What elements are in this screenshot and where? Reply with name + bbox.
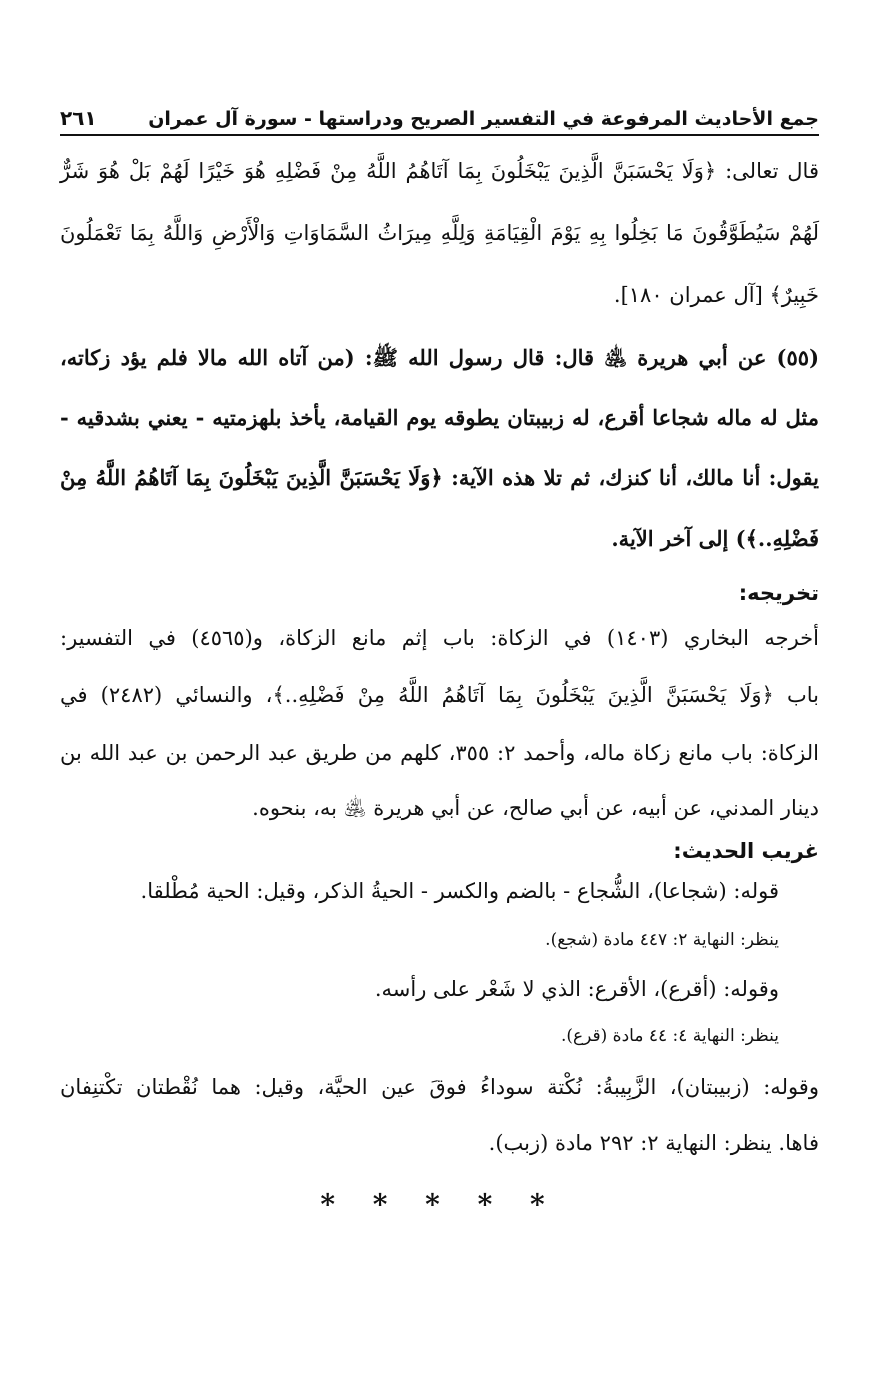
hadith-line-1: (٥٥) عن أبي هريرة ﵁ قال: قال رسول الله ﷺ: (من آتاه الله مالا فلم يؤد زكاته، xyxy=(60,345,819,370)
verse-line-1: قال تعالى: ﴿وَلَا يَحْسَبَنَّ الَّذِينَ يَبْخَلُونَ بِمَا آتَاهُمُ اللَّهُ مِنْ فَضْلِهِ هُوَ خَيْرًا لَهُمْ بَلْ هُوَ شَرٌّ xyxy=(60,159,819,183)
book-title: جمع الأحاديث المرفوعة في التفسير الصريح ودراستها - سورة آل عمران xyxy=(148,108,819,130)
verse-line-3: خَبِيرٌ﴾ [آل عمران ١٨٠]. xyxy=(613,283,819,307)
takhrij-line-3: الزكاة: باب مانع زكاة ماله، وأحمد ٢: ٣٥٥، كلهم من طريق عبد الرحمن بن عبد الله بن xyxy=(60,741,819,765)
hadith-line-2: مثل له ماله شجاعا أقرع، له زبيبتان يطوقه يوم القيامة، يأخذ بلهزمتيه - يعني بشدقيه - xyxy=(60,405,819,430)
takhrij-line-2: باب ﴿وَلَا يَحْسَبَنَّ الَّذِينَ يَبْخَلُونَ بِمَا آتَاهُمُ اللَّهُ مِنْ فَضْلِهِ..﴾، والنسائي (٢٤٨٢) في xyxy=(60,683,819,707)
takhrij-line-1: أخرجه البخاري (١٤٠٣) في الزكاة: باب إثم مانع الزكاة، و(٤٥٦٥) في التفسير: xyxy=(60,626,819,650)
section-divider: * * * * * xyxy=(320,1188,559,1221)
gharib-line-2: وقوله: (أقرع)، الأقرع: الذي لا شَعْر على رأسه. xyxy=(374,977,779,1001)
hadith-line-4: فَضْلِهِ..﴾) إلى آخر الآية. xyxy=(611,526,819,551)
verse-line-2: لَهُمْ سَيُطَوَّقُونَ مَا بَخِلُوا بِهِ يَوْمَ الْقِيَامَةِ وَلِلَّهِ مِيرَاثُ السَّمَاوَاتِ وَالْأَرْضِ وَاللَّهُ بِمَا تَعْمَلُونَ xyxy=(60,221,819,245)
gharib-heading: غريب الحديث: xyxy=(673,839,819,863)
running-header xyxy=(60,96,819,136)
hadith-line-3: يقول: أنا مالك، أنا كنزك، ثم تلا هذه الآية: ﴿وَلَا يَحْسَبَنَّ الَّذِينَ يَبْخَلُونَ بِمَا آتَاهُمُ اللَّهُ مِنْ xyxy=(60,465,819,490)
gharib-ref-2: ينظر: النهاية ٤: ٤٤ مادة (قرع). xyxy=(560,1026,779,1046)
gharib-line-3: وقوله: (زبيبتان)، الزَّبِيبةُ: نُكْتة سوداءُ فوقَ عين الحيَّة، وقيل: هما نُقْطتان تكْتنِفان xyxy=(60,1075,819,1099)
gharib-line-1: قوله: (شجاعا)، الشُّجاع - بالضم والكسر - الحيةُ الذكر، وقيل: الحية مُطْلقا. xyxy=(140,879,779,903)
page-number: ٢٦١ xyxy=(60,106,97,130)
gharib-line-4: فاها. ينظر: النهاية ٢: ٢٩٢ مادة (زبب). xyxy=(488,1131,819,1155)
gharib-ref-1: ينظر: النهاية ٢: ٤٤٧ مادة (شجع). xyxy=(545,930,779,950)
takhrij-line-4: دينار المدني، عن أبيه، عن أبي صالح، عن أبي هريرة ﵁ به، بنحوه. xyxy=(252,796,819,820)
takhrij-heading: تخريجه: xyxy=(738,581,819,605)
